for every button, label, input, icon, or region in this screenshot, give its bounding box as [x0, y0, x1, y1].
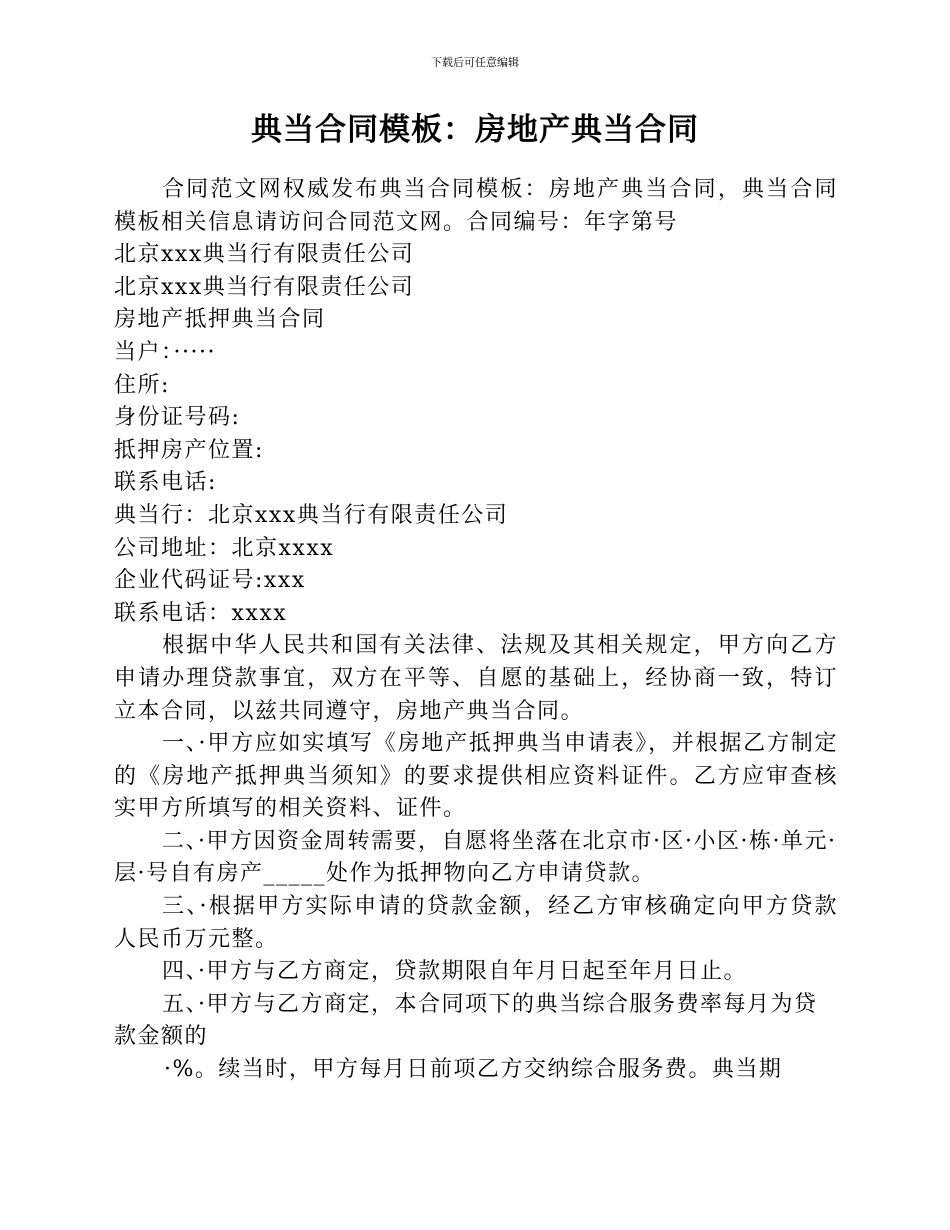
clause-2: 二、·甲方因资金周转需要，自愿将坐落在北京市·区·小区·栋·单元·层·号自有房产_____处作为抵押物向乙方申请贷款。 [114, 828, 837, 887]
header-note: 下载后可任意编辑 [431, 56, 519, 69]
contract-name-line: 房地产抵押典当合同 [114, 307, 326, 333]
clause-5: 五、·甲方与乙方商定，本合同项下的典当综合服务费率每月为贷款金额的 [114, 991, 818, 1050]
pawner-field: 当户：····· [114, 339, 216, 365]
pawnshop-name-line: 北京xxx典当行有限责任公司 [114, 274, 415, 300]
enterprise-code-field: 企业代码证号:xxx [114, 568, 306, 594]
document-body [114, 174, 838, 1087]
phone-field: 联系电话: [114, 470, 217, 496]
company-phone-field: 联系电话：xxxx [114, 600, 288, 626]
address-field: 住所: [114, 372, 170, 398]
company-address-field: 公司地址：北京xxxx [114, 535, 335, 561]
id-number-field: 身份证号码: [114, 405, 241, 431]
clause-3: 三、·根据甲方实际申请的贷款金额，经乙方审核确定向甲方贷款人民币万元整。 [114, 894, 838, 952]
clause-5-continued: ·%。续当时，甲方每月日前项乙方交纳综合服务费。典当期 [164, 1057, 783, 1083]
pawnshop-name-line: 北京xxx典当行有限责任公司 [114, 242, 415, 268]
pawnshop-field: 典当行：北京xxx典当行有限责任公司 [114, 502, 509, 528]
intro-paragraph: 合同范文网权威发布典当合同模板：房地产典当合同，典当合同模板相关信息请访问合同范文网。合同编号：年字第号 [114, 177, 838, 235]
clause-4: 四、·甲方与乙方商定，贷款期限自年月日起至年月日止。 [162, 959, 747, 985]
preamble-paragraph: 根据中华人民共和国有关法律、法规及其相关规定，甲方向乙方申请办理贷款事宜，双方在平等、自愿的基础上，经协商一致，特订立本合同，以兹共同遵守，房地产典当合同。 [114, 633, 838, 724]
property-location-field: 抵押房产位置: [114, 437, 264, 463]
document-title: 典当合同模板：房地产典当合同 [251, 112, 699, 148]
clause-1: 一、·甲方应如实填写《房地产抵押典当申请表》，并根据乙方制定的《房地产抵押典当须知》的要求提供相应资料证件。乙方应审查核实甲方所填写的相关资料、证件。 [114, 731, 838, 822]
